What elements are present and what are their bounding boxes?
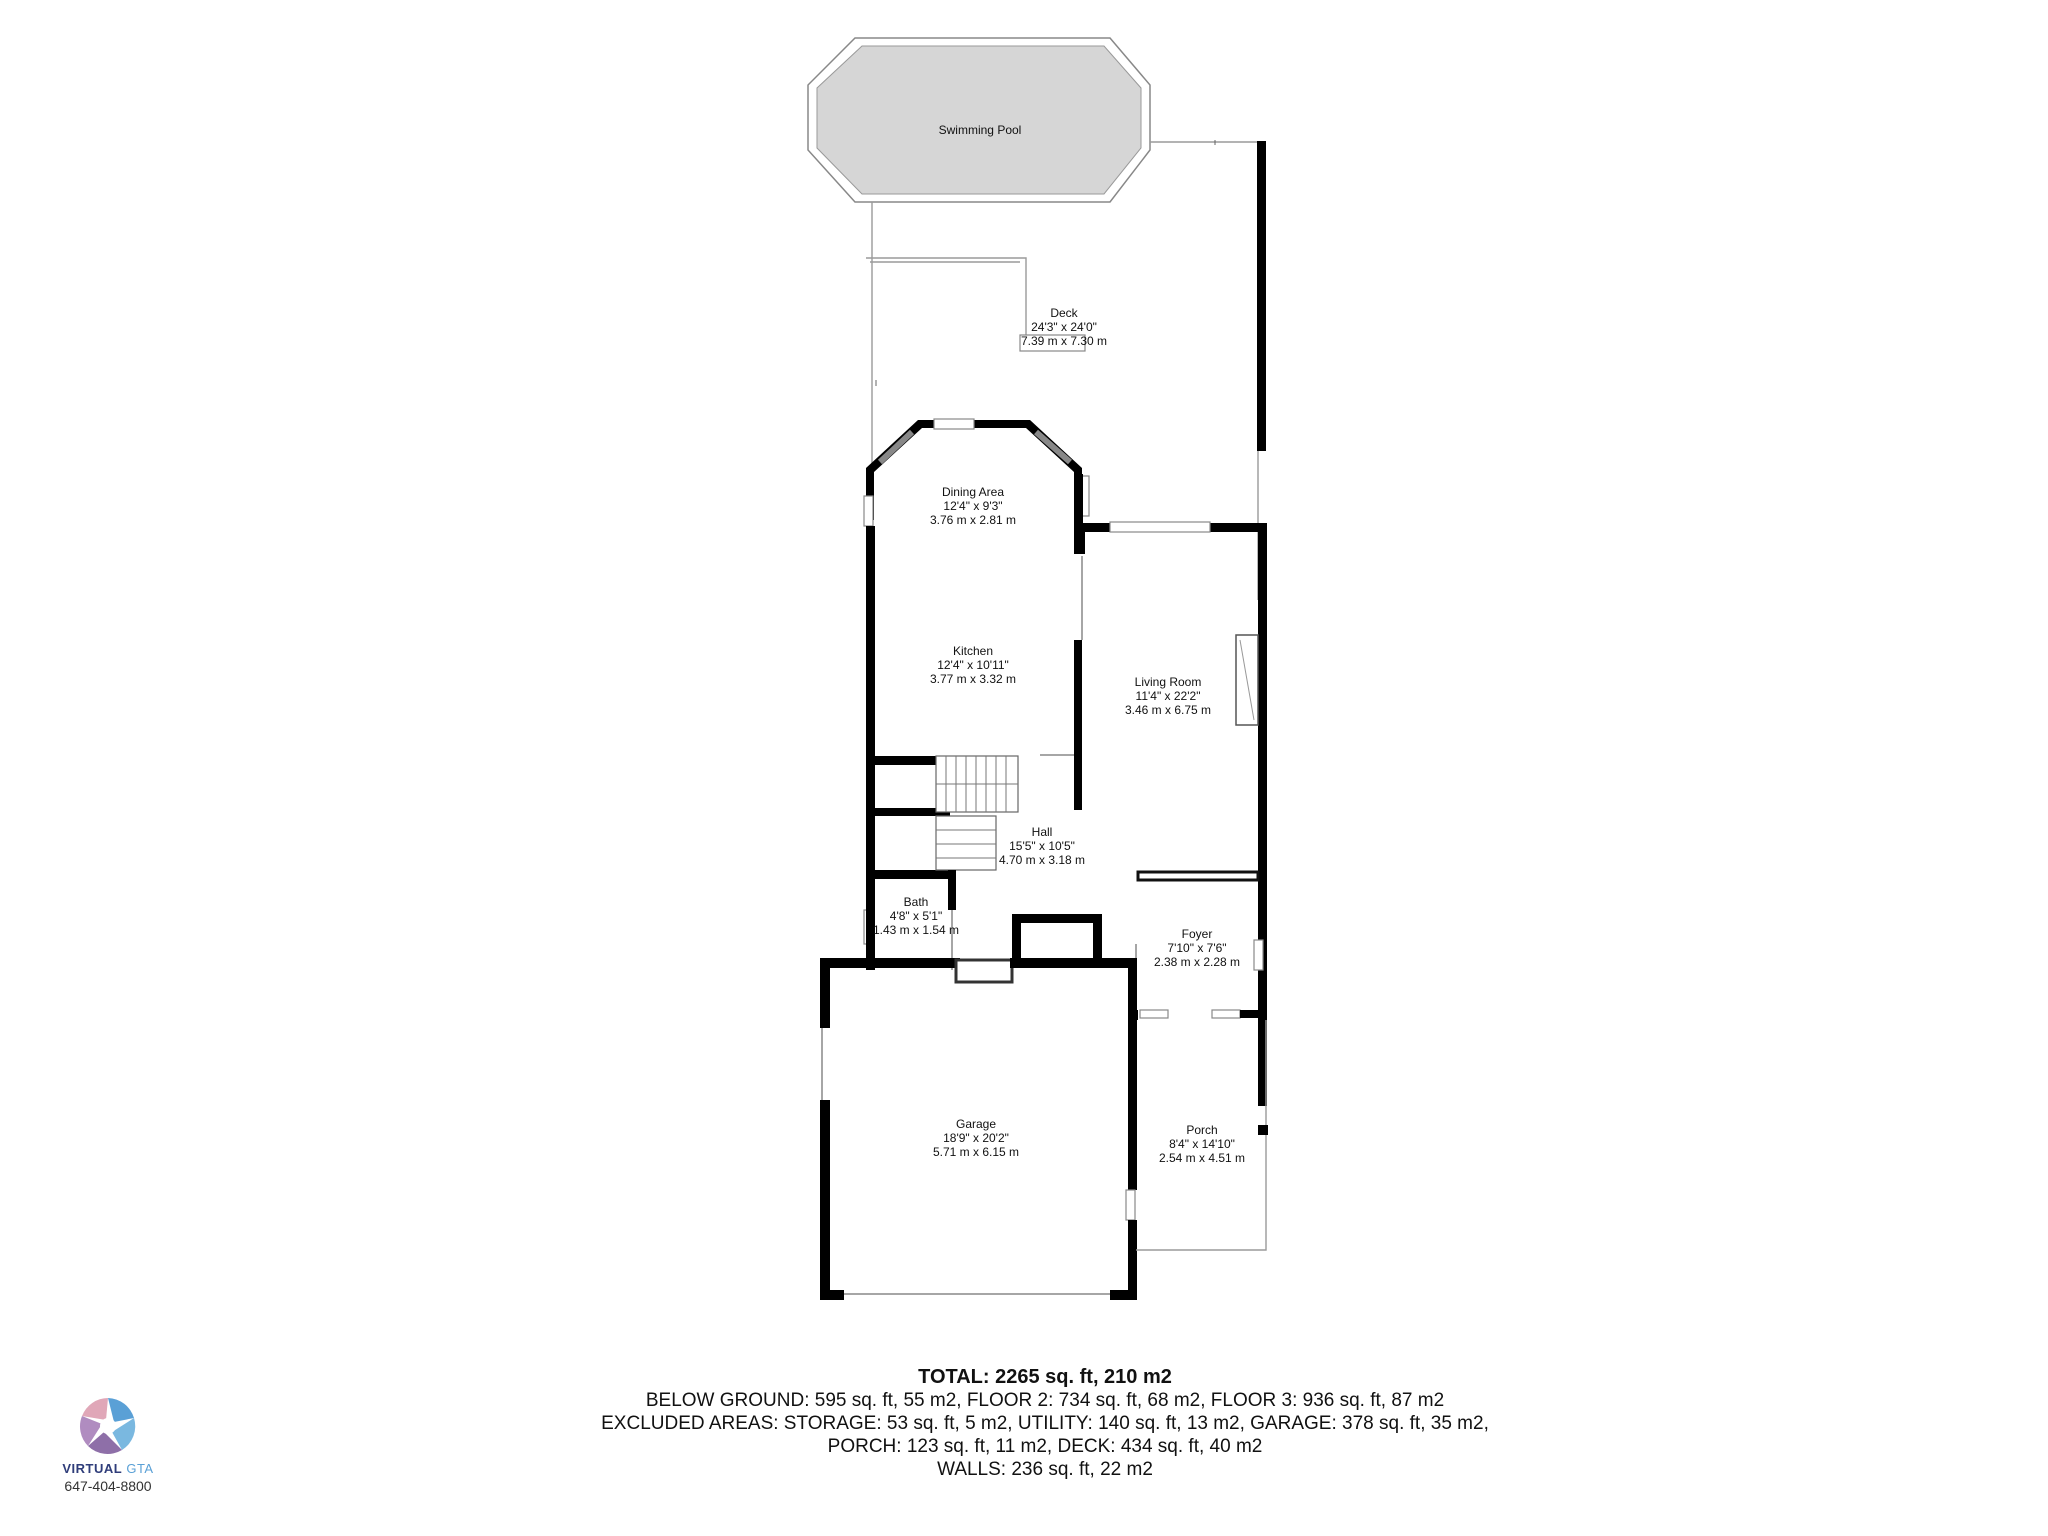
dining-name: Dining Area	[941, 485, 1005, 499]
porch-metric: 2.54 m x 4.51 m	[1158, 1151, 1246, 1165]
summary-line-4: WALLS: 236 sq. ft, 22 m2	[937, 1459, 1153, 1480]
room-label-bath	[873, 895, 959, 937]
logo-brand-b: GTA	[126, 1461, 154, 1476]
room-label-deck	[1021, 306, 1107, 348]
living-metric: 3.46 m x 6.75 m	[1124, 703, 1212, 717]
porch-name: Porch	[1186, 1123, 1218, 1137]
deck-wall	[1257, 141, 1266, 451]
hall-name: Hall	[1031, 825, 1053, 839]
deck-metric: 7.39 m x 7.30 m	[1020, 334, 1108, 348]
bath-name: Bath	[903, 895, 929, 909]
summary-line-2: EXCLUDED AREAS: STORAGE: 53 sq. ft, 5 m2, UTILITY: 140 sq. ft, 13 m2, GARAGE: 378 sq. ft, 35 m2,	[601, 1413, 1489, 1434]
logo-phone: 647-404-8800	[64, 1478, 152, 1494]
summary-line-3: PORCH: 123 sq. ft, 11 m2, DECK: 434 sq. ft, 40 m2	[827, 1436, 1263, 1457]
garage-imperial: 18'9" x 20'2"	[943, 1131, 1009, 1145]
foyer-name: Foyer	[1181, 927, 1213, 941]
hall-metric: 4.70 m x 3.18 m	[998, 853, 1086, 867]
area-summary	[400, 1366, 1690, 1481]
room-label-porch	[1159, 1123, 1245, 1165]
camera-aperture-icon	[78, 1396, 138, 1456]
room-label-kitchen	[930, 644, 1016, 686]
total-area: TOTAL: 2265 sq. ft, 210 m2	[918, 1366, 1172, 1388]
kitchen-metric: 3.77 m x 3.32 m	[929, 672, 1017, 686]
deck-imperial: 24'3" x 24'0"	[1031, 320, 1097, 334]
dining-metric: 3.76 m x 2.81 m	[929, 513, 1017, 527]
bath-imperial: 4'8" x 5'1"	[889, 909, 943, 923]
living-name: Living Room	[1134, 675, 1202, 689]
summary-line-1: BELOW GROUND: 595 sq. ft, 55 m2, FLOOR 2: 734 sq. ft, 68 m2, FLOOR 3: 936 sq. ft, 87 m2	[645, 1390, 1445, 1411]
foyer-metric: 2.38 m x 2.28 m	[1153, 955, 1241, 969]
logo-brand	[48, 1461, 168, 1476]
west-walls	[864, 526, 1016, 944]
foyer-walls	[1130, 1010, 1266, 1020]
dining-imperial: 12'4" x 9'3"	[943, 499, 1003, 513]
pool-name: Swimming Pool	[938, 123, 1022, 137]
company-logo	[48, 1396, 168, 1494]
room-label-dining	[930, 485, 1016, 527]
room-label-garage	[933, 1117, 1019, 1159]
kitchen-imperial: 12'4" x 10'11"	[937, 658, 1009, 672]
deck-name: Deck	[1050, 306, 1078, 320]
hall-imperial: 15'5" x 10'5"	[1009, 839, 1075, 853]
logo-brand-a: VIRTUAL	[62, 1461, 123, 1476]
living-room-walls	[1074, 522, 1267, 1013]
room-label-living	[1125, 675, 1211, 717]
foyer-imperial: 7'10" x 7'6"	[1167, 941, 1227, 955]
swimming-pool	[808, 38, 1150, 202]
bath-metric: 1.43 m x 1.54 m	[872, 923, 960, 937]
garage-metric: 5.71 m x 6.15 m	[932, 1145, 1020, 1159]
kitchen-name: Kitchen	[952, 644, 994, 658]
room-label-pool	[939, 123, 1022, 137]
garage-name: Garage	[955, 1117, 997, 1131]
room-label-foyer	[1154, 927, 1240, 969]
room-label-hall	[999, 825, 1085, 867]
living-imperial: 11'4" x 22'2"	[1135, 689, 1201, 703]
porch-imperial: 8'4" x 14'10"	[1169, 1137, 1235, 1151]
